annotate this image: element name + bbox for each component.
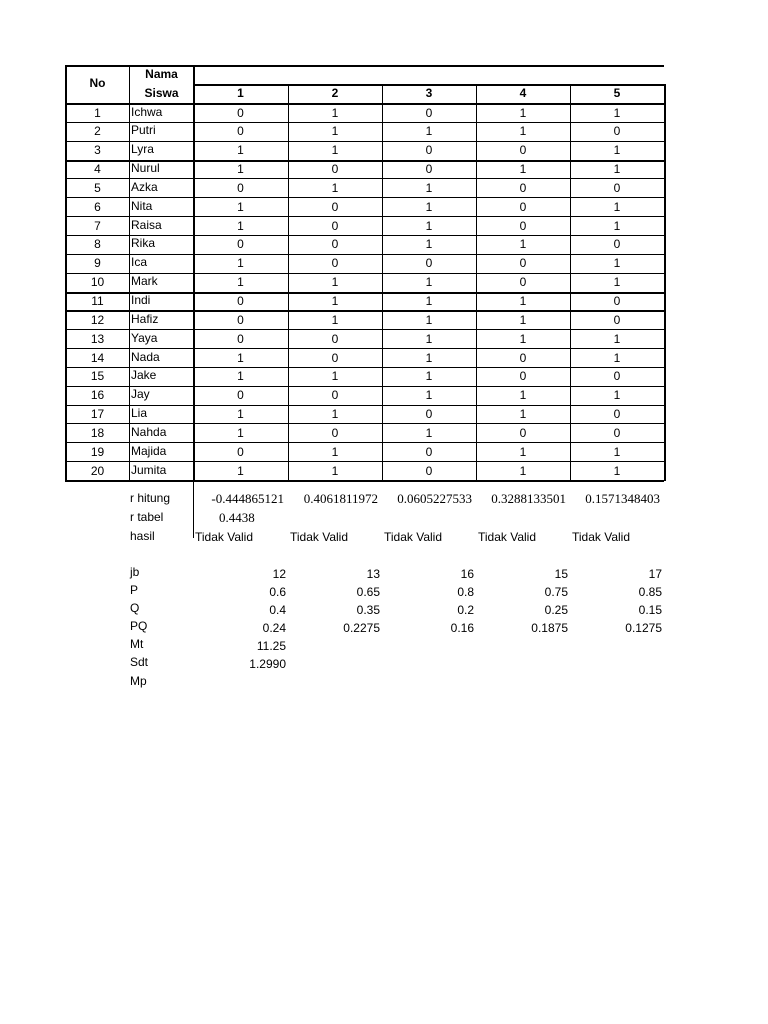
pq-label: PQ — [130, 619, 148, 633]
score-cell: 1 — [425, 275, 433, 290]
score-cell: 1 — [519, 444, 527, 459]
score-cell: 1 — [331, 143, 339, 158]
row-number: 4 — [94, 162, 101, 177]
score-cell: 0 — [425, 407, 433, 422]
score-cell: 1 — [331, 294, 339, 308]
q-value: 0.4 — [269, 603, 286, 617]
student-name: Ichwa — [131, 104, 163, 119]
score-cell: 0 — [331, 162, 339, 177]
score-cell: 0 — [331, 388, 339, 403]
score-cell: 1 — [425, 369, 433, 384]
jb-value: 13 — [366, 567, 380, 581]
mp-label: Mp — [130, 674, 147, 688]
score-cell: 0 — [237, 388, 244, 403]
score-cell: 0 — [613, 237, 621, 252]
score-cell: 0 — [613, 407, 621, 422]
p-value: 0.75 — [544, 585, 568, 599]
score-cell: 1 — [425, 218, 433, 233]
score-cell: 1 — [613, 256, 621, 271]
score-cell: 0 — [519, 218, 527, 233]
score-cell: 0 — [425, 105, 433, 120]
score-cell: 1 — [237, 218, 244, 233]
row-number: 6 — [94, 199, 101, 214]
score-cell: 1 — [237, 425, 244, 440]
q-value: 0.25 — [544, 603, 568, 617]
score-cell: 0 — [519, 369, 527, 384]
hasil-value: Tidak Valid — [384, 530, 443, 544]
score-cell: 1 — [331, 180, 339, 195]
score-cell: 1 — [425, 199, 433, 214]
row-number: 1 — [94, 105, 101, 120]
score-cell: 1 — [519, 237, 527, 252]
score-cell: 1 — [425, 425, 433, 440]
header-nama: Nama — [145, 67, 178, 81]
score-cell: 0 — [519, 350, 527, 365]
score-cell: 0 — [519, 180, 527, 195]
score-cell: 0 — [519, 275, 527, 290]
jb-label: jb — [130, 565, 140, 579]
student-name: Ica — [131, 255, 148, 270]
jb-value: 17 — [648, 567, 662, 581]
sdt-value: 1.2990 — [249, 657, 286, 671]
score-cell: 1 — [613, 331, 621, 346]
score-cell: 1 — [519, 407, 527, 422]
r-hitung-value: -0.444865121 — [211, 491, 284, 506]
student-name: Jake — [131, 368, 157, 383]
score-cell: 0 — [425, 463, 433, 478]
r-hitung-label: r hitung — [130, 491, 171, 505]
item-header-label: 3 — [425, 86, 433, 100]
student-name: Lia — [131, 406, 148, 421]
score-cell: 1 — [425, 350, 433, 365]
score-cell: 1 — [425, 331, 433, 346]
grid-item-col-divider — [664, 84, 666, 481]
score-cell: 0 — [425, 162, 433, 177]
score-cell: 0 — [237, 180, 244, 195]
score-cell: 1 — [237, 369, 244, 384]
row-number: 9 — [94, 256, 101, 271]
p-value: 0.6 — [269, 585, 286, 599]
hasil-label: hasil — [130, 529, 155, 543]
row-number: 13 — [90, 331, 105, 346]
student-name: Nita — [131, 198, 153, 213]
jb-value: 16 — [460, 567, 474, 581]
pq-value: 0.24 — [262, 621, 286, 635]
score-cell: 0 — [613, 369, 621, 384]
score-cell: 1 — [331, 407, 339, 422]
student-name: Putri — [131, 123, 156, 138]
score-cell: 0 — [613, 312, 621, 327]
score-cell: 0 — [331, 331, 339, 346]
row-number: 7 — [94, 218, 101, 233]
score-cell: 1 — [331, 275, 339, 290]
row-number: 18 — [90, 425, 105, 440]
score-cell: 0 — [331, 350, 339, 365]
score-cell: 1 — [613, 162, 621, 177]
student-name: Majida — [131, 443, 167, 458]
student-name: Azka — [131, 179, 158, 194]
q-value: 0.15 — [638, 603, 662, 617]
row-number: 5 — [94, 180, 101, 195]
r-hitung-value: 0.4061811972 — [303, 491, 378, 506]
student-name: Yaya — [131, 330, 158, 345]
hasil-value: Tidak Valid — [195, 530, 254, 544]
score-cell: 0 — [237, 294, 244, 308]
score-cell: 1 — [519, 162, 527, 177]
score-cell: 1 — [613, 105, 621, 120]
grid-row-line — [65, 178, 664, 179]
score-cell: 0 — [613, 180, 621, 195]
score-cell: 0 — [613, 425, 621, 440]
student-name: Raisa — [131, 217, 162, 232]
pq-value: 0.16 — [450, 621, 474, 635]
row-number: 16 — [90, 388, 105, 403]
mt-value: 11.25 — [256, 639, 286, 653]
item-header-label: 4 — [519, 86, 527, 100]
score-cell: 1 — [331, 312, 339, 327]
row-number: 2 — [94, 124, 101, 139]
grid-col-no-divider — [129, 65, 130, 481]
score-cell: 1 — [425, 124, 433, 139]
hasil-value: Tidak Valid — [290, 530, 349, 544]
r-hitung-value: 0.1571348403 — [585, 491, 660, 506]
score-cell: 0 — [331, 237, 339, 252]
row-number: 19 — [90, 444, 105, 459]
score-cell: 1 — [613, 143, 621, 158]
score-cell: 0 — [519, 425, 527, 440]
score-cell: 1 — [425, 237, 433, 252]
score-cell: 0 — [331, 425, 339, 440]
grid-row-line — [65, 480, 664, 482]
score-cell: 1 — [425, 388, 433, 403]
score-cell: 0 — [237, 331, 244, 346]
score-cell: 0 — [237, 237, 244, 252]
score-cell: 1 — [425, 294, 433, 308]
row-number: 17 — [90, 407, 105, 422]
student-name: Nada — [131, 349, 160, 364]
score-cell: 0 — [331, 199, 339, 214]
header-no: No — [89, 76, 106, 90]
student-name: Mark — [131, 274, 158, 289]
score-cell: 1 — [237, 162, 244, 177]
score-cell: 1 — [237, 199, 244, 214]
grid-hasil-divider — [193, 480, 194, 538]
score-cell: 0 — [425, 143, 433, 158]
score-cell: 1 — [237, 275, 244, 290]
p-value: 0.65 — [356, 585, 380, 599]
score-cell: 1 — [331, 444, 339, 459]
score-cell: 1 — [425, 312, 433, 327]
row-number: 11 — [91, 294, 104, 308]
score-cell: 1 — [613, 218, 621, 233]
student-name: Nahda — [131, 424, 167, 439]
pq-value: 0.1875 — [531, 621, 568, 635]
score-cell: 0 — [425, 444, 433, 459]
r-hitung-value: 0.3288133501 — [491, 491, 566, 506]
item-header-label: 5 — [613, 86, 621, 100]
row-number: 3 — [94, 143, 101, 158]
score-cell: 1 — [613, 463, 621, 478]
score-cell: 0 — [237, 444, 244, 459]
score-cell: 1 — [519, 312, 527, 327]
student-name: Rika — [131, 236, 156, 251]
student-name: Indi — [131, 293, 151, 307]
score-cell: 1 — [519, 105, 527, 120]
score-cell: 1 — [237, 256, 244, 271]
score-cell: 0 — [613, 124, 621, 139]
q-value: 0.2 — [457, 603, 474, 617]
hasil-value: Tidak Valid — [572, 530, 631, 544]
score-cell: 1 — [425, 180, 433, 195]
r-tabel-value: 0.4438 — [219, 510, 255, 525]
score-cell: 0 — [613, 294, 621, 308]
score-cell: 0 — [237, 312, 244, 327]
row-number: 12 — [90, 312, 105, 327]
row-number: 15 — [90, 369, 105, 384]
score-cell: 1 — [331, 369, 339, 384]
p-value: 0.8 — [457, 585, 474, 599]
mt-label: Mt — [130, 637, 144, 651]
score-cell: 1 — [613, 444, 621, 459]
score-cell: 1 — [331, 124, 339, 139]
r-hitung-value: 0.0605227533 — [397, 491, 472, 506]
score-cell: 1 — [519, 294, 527, 308]
r-tabel-label: r tabel — [130, 510, 164, 524]
score-cell: 0 — [331, 256, 339, 271]
score-cell: 1 — [613, 388, 621, 403]
score-cell: 0 — [425, 256, 433, 271]
jb-value: 15 — [554, 567, 568, 581]
row-number: 10 — [90, 275, 105, 290]
student-name: Jay — [131, 387, 150, 402]
score-cell: 1 — [237, 350, 244, 365]
score-cell: 1 — [331, 105, 339, 120]
row-number: 8 — [94, 237, 101, 252]
p-value: 0.85 — [638, 585, 662, 599]
q-label: Q — [130, 601, 140, 615]
header-siswa: Siswa — [144, 86, 179, 100]
score-cell: 0 — [331, 218, 339, 233]
score-cell: 0 — [519, 199, 527, 214]
score-cell: 1 — [237, 143, 244, 158]
student-name: Hafiz — [131, 311, 159, 326]
p-label: P — [130, 583, 139, 597]
score-cell: 1 — [613, 350, 621, 365]
score-cell: 1 — [519, 463, 527, 478]
student-name: Jumita — [131, 462, 167, 477]
sdt-label: Sdt — [130, 655, 149, 669]
score-cell: 0 — [519, 143, 527, 158]
score-cell: 0 — [519, 256, 527, 271]
jb-value: 12 — [272, 567, 286, 581]
q-value: 0.35 — [356, 603, 380, 617]
score-cell: 1 — [519, 331, 527, 346]
row-number: 14 — [90, 350, 105, 365]
row-number: 20 — [90, 463, 105, 478]
student-name: Lyra — [131, 142, 154, 157]
score-cell: 0 — [237, 105, 244, 120]
grid-row-line — [65, 423, 664, 424]
score-cell: 1 — [519, 124, 527, 139]
item-header-label: 2 — [331, 86, 339, 100]
student-name: Nurul — [131, 161, 160, 176]
score-cell: 1 — [519, 388, 527, 403]
item-header-label: 1 — [237, 86, 244, 100]
score-cell: 1 — [237, 463, 244, 478]
pq-value: 0.2275 — [343, 621, 380, 635]
score-cell: 1 — [613, 199, 621, 214]
score-cell: 0 — [237, 124, 244, 139]
score-cell: 1 — [331, 463, 339, 478]
hasil-value: Tidak Valid — [478, 530, 537, 544]
score-cell: 1 — [237, 407, 244, 422]
pq-value: 0.1275 — [625, 621, 662, 635]
score-cell: 1 — [613, 275, 621, 290]
